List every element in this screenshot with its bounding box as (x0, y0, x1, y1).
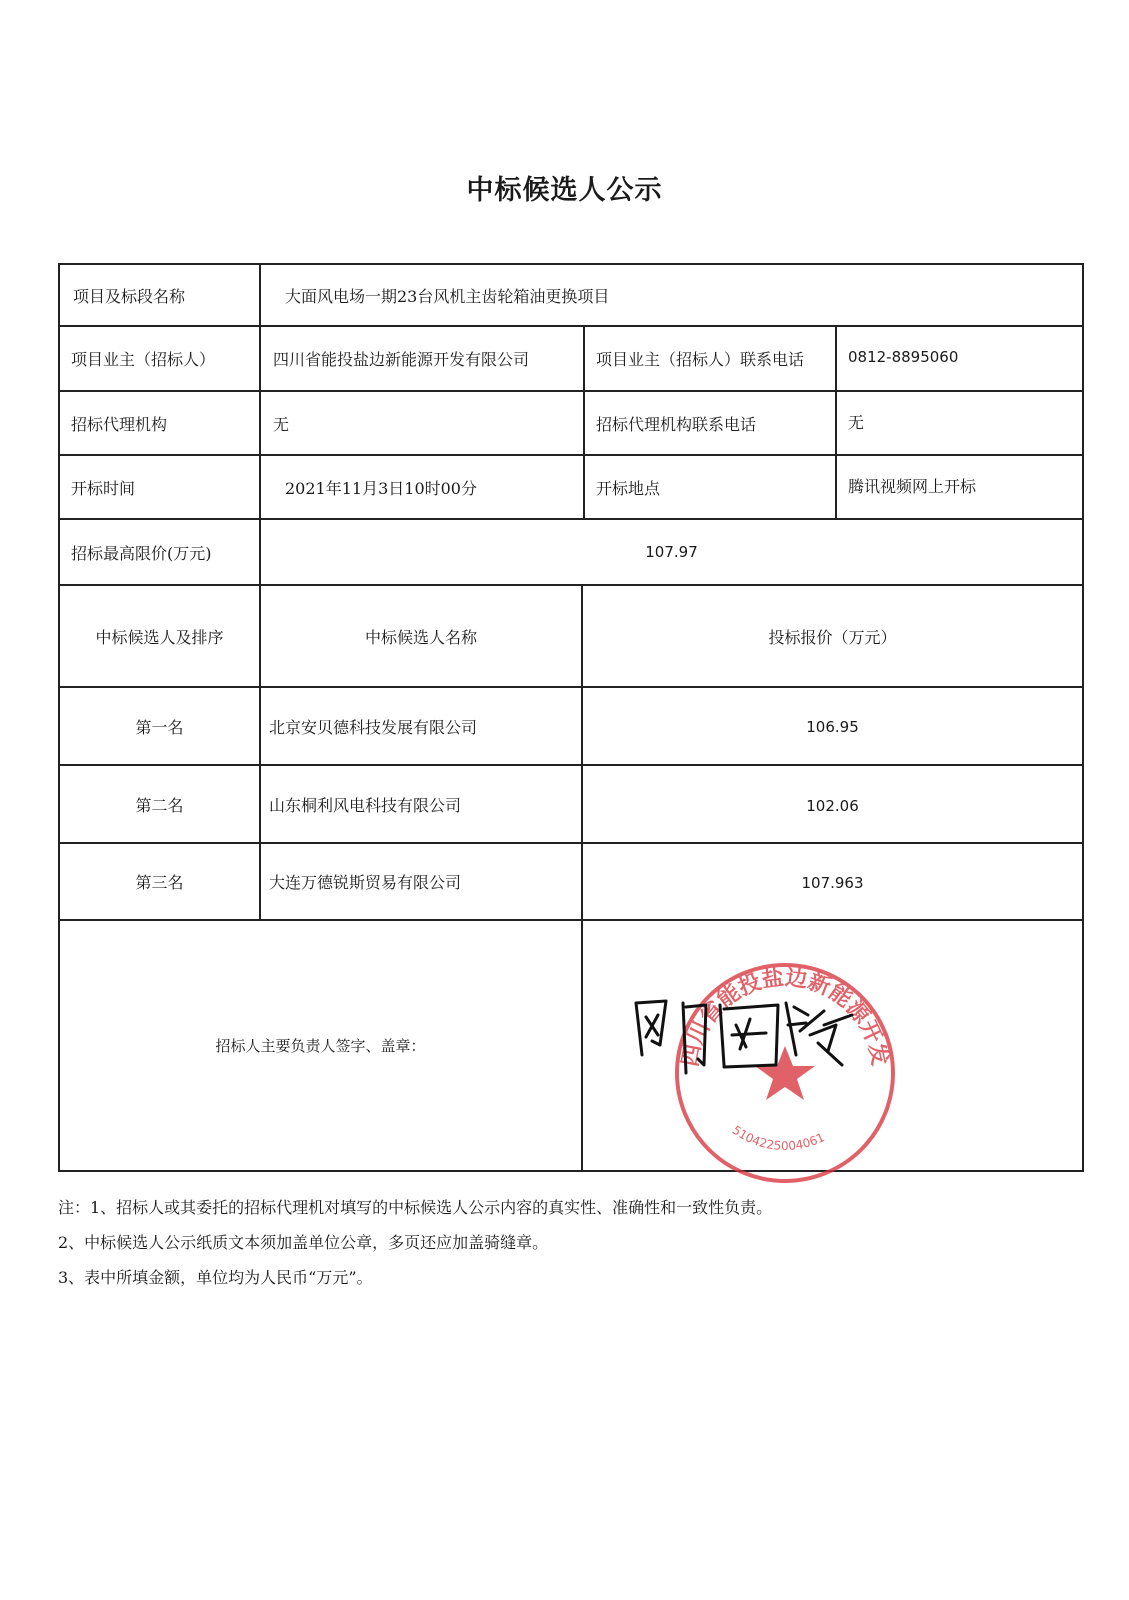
agency-value: 无 (273, 414, 290, 434)
rank-header: 中标候选人及排序 (95, 627, 224, 647)
owner-label: 项目业主（招标人） (71, 350, 216, 369)
candidate-rank: 第三名 (135, 873, 184, 892)
agency-phone-label: 招标代理机构联系电话 (596, 414, 757, 434)
candidate-rank: 第一名 (135, 717, 184, 737)
note-line: 注：1、招标人或其委托的招标代理机对填写的中标候选人公示内容的真实性、准确性和一致性负责。 (58, 1198, 773, 1217)
price-header: 投标报价（万元） (768, 627, 897, 647)
seal-number: 5104225004061 (729, 1122, 827, 1153)
agency-label: 招标代理机构 (71, 414, 168, 434)
max-price-value: 107.97 (645, 543, 698, 561)
candidate-price: 107.963 (801, 874, 864, 892)
owner-phone-label: 项目业主（招标人）联系电话 (596, 350, 805, 369)
note-line: 3、表中所填金额，单位均为人民币“万元”。 (58, 1268, 373, 1287)
seal-text: 四川省能投盐边新能源开发 (676, 964, 894, 1069)
max-price-label: 招标最高限价(万元) (71, 543, 212, 563)
agency-phone-value: 无 (848, 412, 865, 432)
svg-text:5104225004061 (730, 1123, 827, 1153)
signature-label: 招标人主要负责人签字、盖章： (215, 1037, 426, 1055)
candidate-name: 大连万德锐斯贸易有限公司 (269, 873, 462, 892)
candidate-name: 山东桐利风电科技有限公司 (269, 795, 462, 815)
open-time-label: 开标时间 (71, 478, 136, 498)
candidate-price: 102.06 (806, 797, 859, 815)
candidate-price: 106.95 (806, 718, 859, 736)
project-name-value: 大面风电场一期23台风机主齿轮箱油更换项目 (285, 286, 610, 306)
owner-value: 四川省能投盐边新能源开发有限公司 (273, 350, 530, 369)
candidate-name: 北京安贝德科技发展有限公司 (269, 717, 478, 737)
owner-phone-value: 0812-8895060 (848, 348, 959, 366)
project-name-label: 项目及标段名称 (73, 286, 186, 306)
name-header: 中标候选人名称 (364, 627, 477, 647)
candidate-table (47, 263, 1085, 1173)
document-title: 中标候选人公示 (466, 175, 663, 206)
candidate-rank: 第二名 (135, 795, 184, 815)
notes (58, 1190, 772, 1295)
handwritten-signature (628, 985, 868, 1099)
open-place-label: 开标地点 (596, 478, 661, 498)
note-line: 2、中标候选人公示纸质文本须加盖单位公章，多页还应加盖骑缝章。 (58, 1233, 549, 1252)
open-time-value: 2021年11月3日10时00分 (285, 478, 477, 498)
open-place-value: 腾讯视频网上开标 (848, 476, 977, 496)
